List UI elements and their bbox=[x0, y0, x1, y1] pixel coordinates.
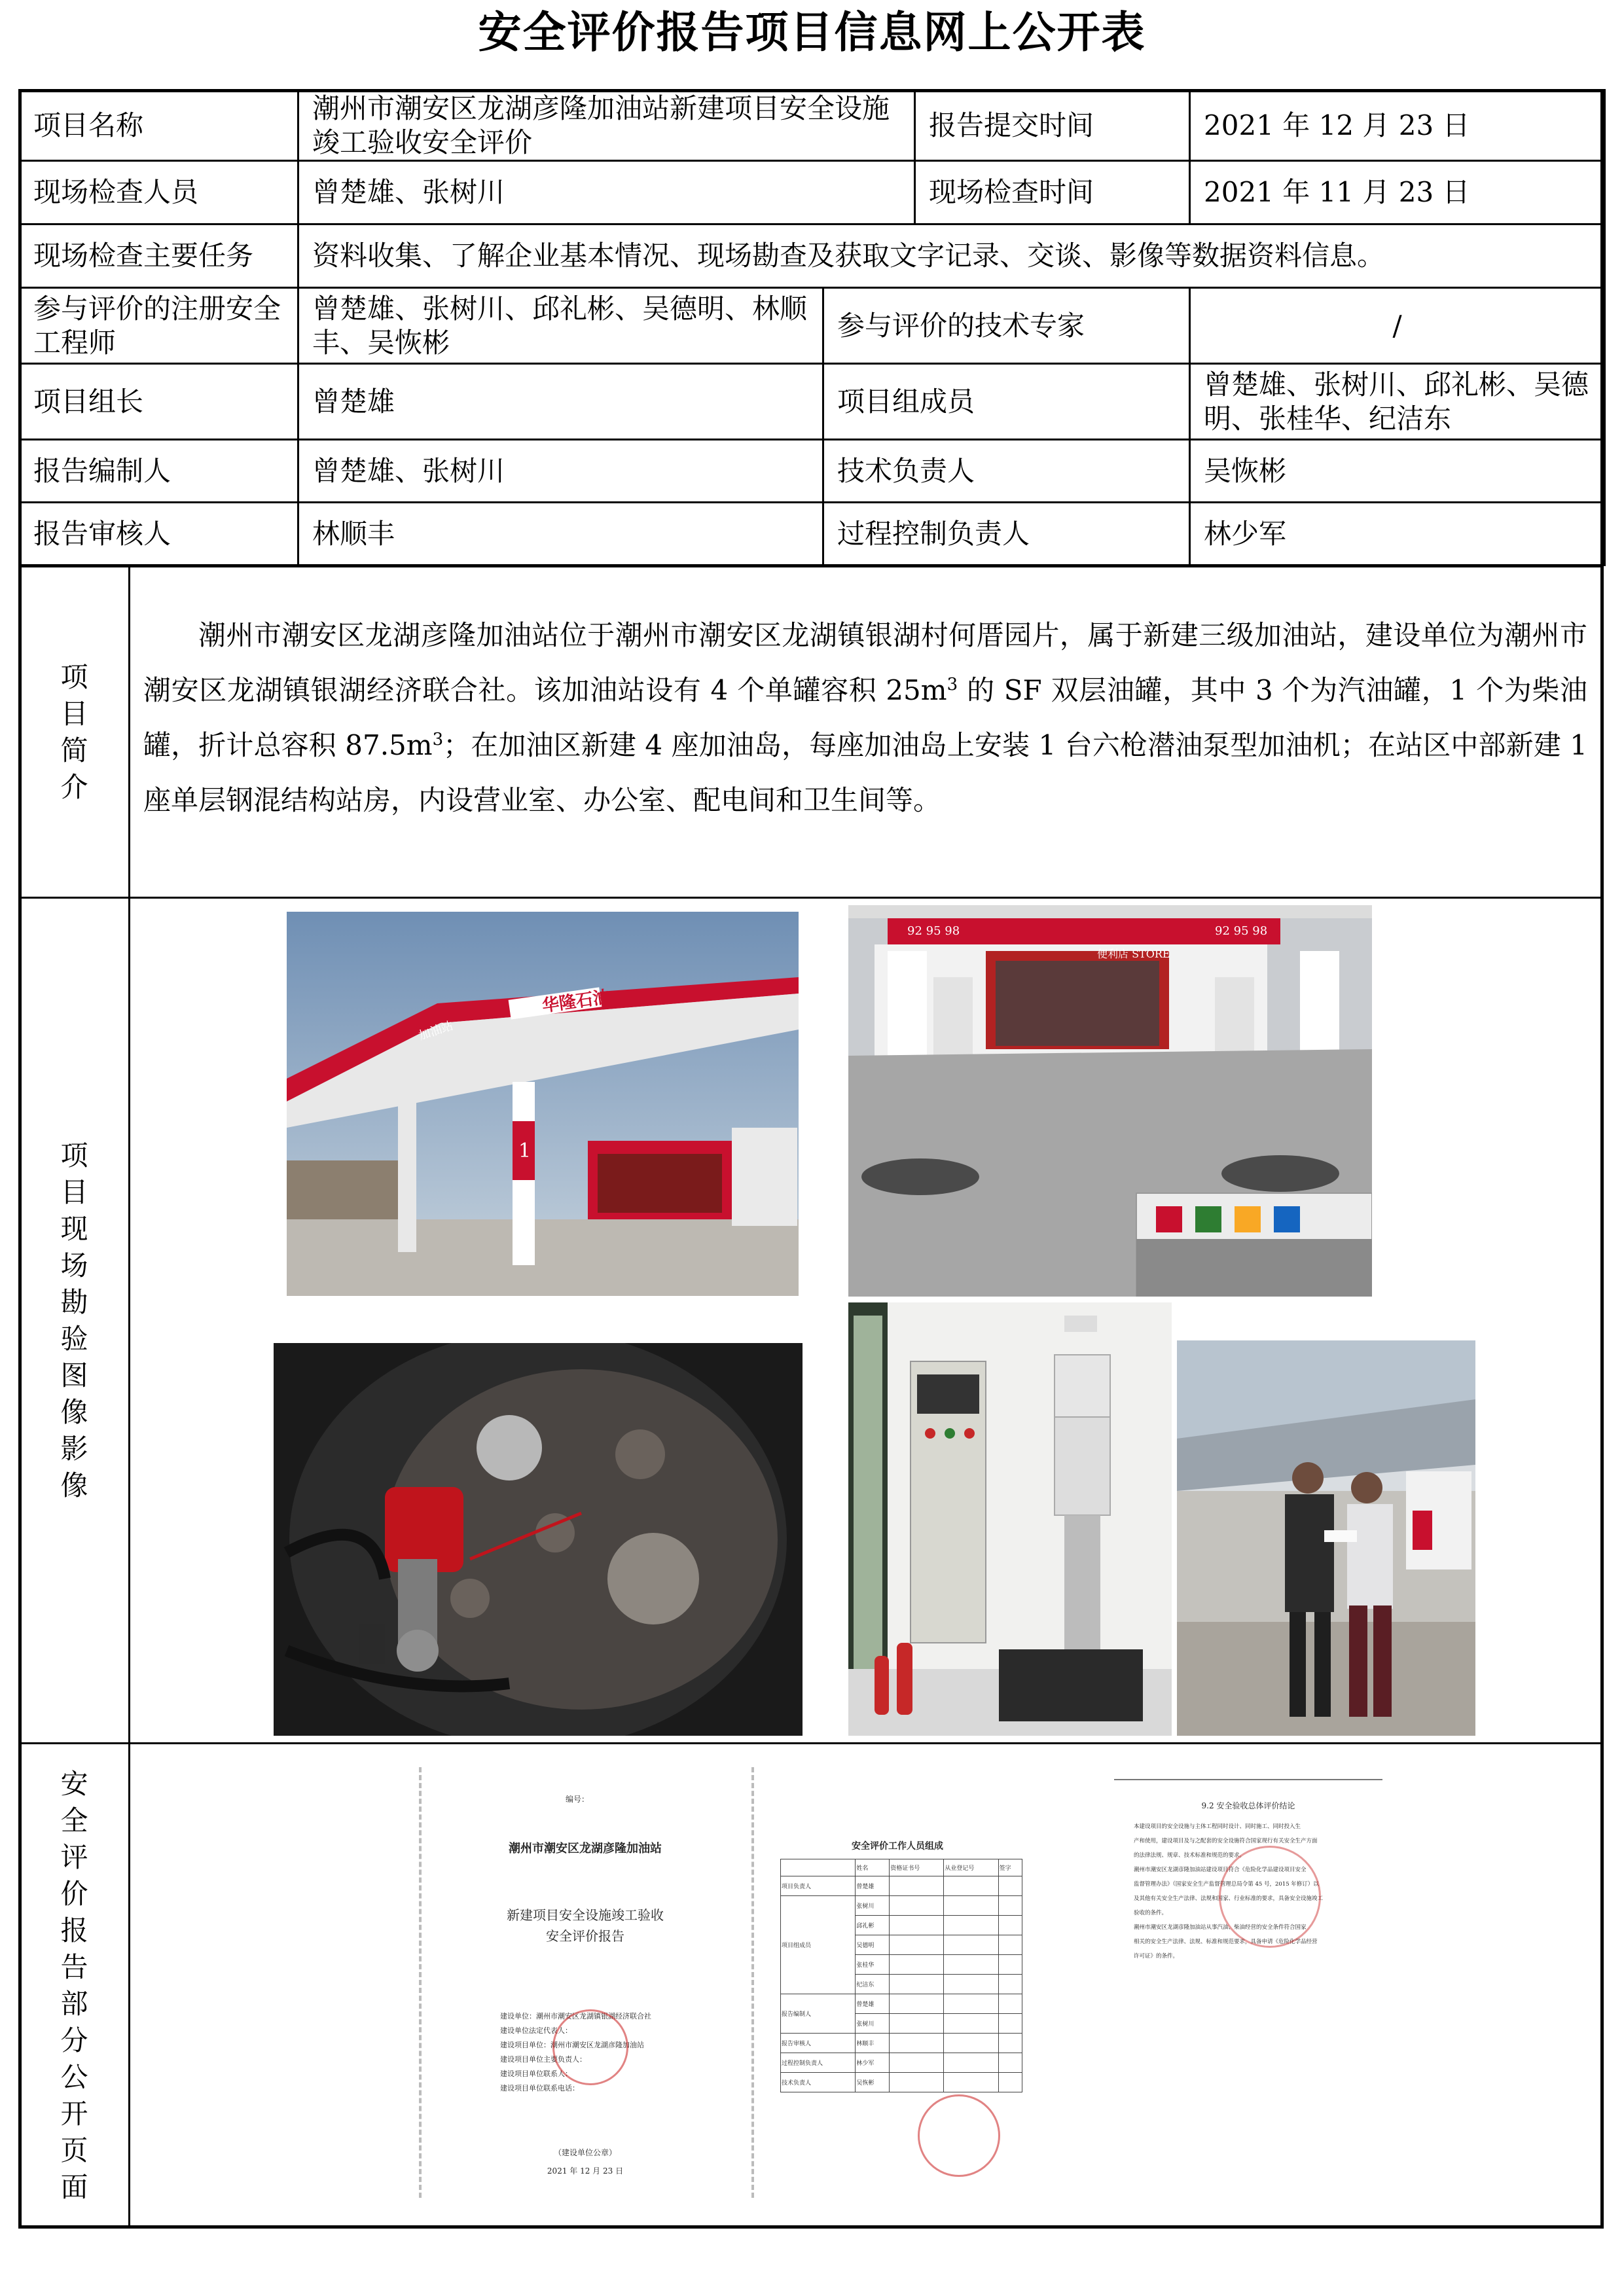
pump-number-text: 1 bbox=[518, 1139, 532, 1162]
experts-value: / bbox=[1190, 288, 1605, 364]
cover-title-line2: 安全评价报告 bbox=[546, 1928, 624, 1944]
conclusion-line: 本建设项目的安全设施与主体工程同时设计、同时施工、同时投入生 bbox=[1134, 1823, 1301, 1830]
members-value: 曾楚雄、张树川、邱礼彬、吴德明、张桂华、纪洁东 bbox=[1190, 364, 1605, 440]
report-date-value: 2021 年 12 月 23 日 bbox=[1190, 90, 1605, 161]
intro-text-part3: ；在加油区新建 4 座加油岛，每座加油岛上安装 1 台六枪潜油泵型加油机；在站区中部新建 1 座单层钢混结构站房，内设营业室、办公室、配电间和卫生间等。 bbox=[143, 729, 1587, 816]
store-sign-text: 便利店 STORE bbox=[1097, 948, 1170, 960]
page-title: 安全评价报告项目信息网上公开表 bbox=[478, 7, 1146, 58]
compiler-label: 报告编制人 bbox=[20, 440, 298, 503]
cover-company: 潮州市潮安区龙湖彦隆加油站 bbox=[509, 1842, 662, 1856]
conclusion-line: 及其他有关安全生产法律、法规和国家、行业标准的要求，具备安全设施竣工 bbox=[1134, 1895, 1324, 1902]
inspectors-label: 现场检查人员 bbox=[20, 161, 298, 224]
conclusion-seal-stamp bbox=[1219, 1846, 1321, 1948]
staff-table bbox=[780, 1859, 1022, 2092]
staff-role: 报告编制人 bbox=[781, 1994, 856, 2034]
conclusion-line: 潮州市潮安区龙湖彦隆加油站建设项目符合《危险化学品建设项目安全 bbox=[1134, 1867, 1307, 1873]
electrical-room-photo bbox=[848, 1302, 1172, 1736]
engineers-value: 曾楚雄、张树川、邱礼彬、吴德明、林顺丰、吴恢彬 bbox=[298, 288, 823, 364]
cover-seal-stamp bbox=[552, 2009, 628, 2085]
staff-header: 从业登记号 bbox=[944, 1859, 998, 1876]
cover-line: 建设项目单位主要负责人： bbox=[500, 2055, 586, 2064]
reviewer-value: 林顺丰 bbox=[298, 503, 823, 565]
project-name-label: 项目名称 bbox=[20, 90, 298, 161]
members-label: 项目组成员 bbox=[823, 364, 1190, 440]
photos-label: 项目现场勘验图像影像 bbox=[60, 1139, 88, 1501]
inspectors-value: 曾楚雄、张树川 bbox=[298, 161, 915, 224]
staff-role: 过程控制负责人 bbox=[781, 2053, 856, 2073]
project-name-value: 潮州市潮安区龙湖彦隆加油站新建项目安全设施竣工验收安全评价 bbox=[298, 90, 915, 161]
cover-seal-text: （建设单位公章） bbox=[553, 2148, 617, 2157]
cover-date: 2021 年 12 月 23 日 bbox=[547, 2166, 624, 2176]
intro-label: 项目简介 bbox=[60, 660, 88, 803]
inspect-time-label: 现场检查时间 bbox=[915, 161, 1190, 224]
conclusion-line: 监督管理办法》（国家安全生产监督管理总局令第 45 号，2015 年修订）以 bbox=[1134, 1881, 1319, 1888]
reviewer-label: 报告审核人 bbox=[20, 503, 298, 565]
staff-seal-stamp bbox=[918, 2094, 1000, 2177]
staff-header: 资格证书号 bbox=[890, 1859, 944, 1876]
staff-title: 安全评价工作人员组成 bbox=[852, 1841, 943, 1852]
conclusion-title: 9.2 安全验收总体评价结论 bbox=[1201, 1801, 1295, 1810]
canopy-sign-text: 加油站 bbox=[417, 1018, 455, 1043]
inspectors-photo bbox=[1177, 1340, 1475, 1736]
cover-line: 建设项目单位联系电话： bbox=[500, 2084, 579, 2092]
tech-label: 技术负责人 bbox=[823, 440, 1190, 503]
conclusion-header-rule bbox=[1114, 1779, 1382, 1780]
cover-line: 建设项目单位联系人： bbox=[500, 2070, 572, 2078]
intro-sup2: 3 bbox=[432, 730, 444, 749]
staff-header: 姓名 bbox=[856, 1859, 890, 1876]
process-label: 过程控制负责人 bbox=[823, 503, 1190, 565]
conclusion-line: 验收的条件。 bbox=[1134, 1910, 1168, 1916]
staff-name: 曾楚雄 bbox=[856, 1994, 890, 2014]
report-label-cell bbox=[20, 1744, 130, 2227]
experts-label: 参与评价的技术专家 bbox=[823, 288, 1190, 364]
report-date-label: 报告提交时间 bbox=[915, 90, 1190, 161]
report-conclusion-page bbox=[1108, 1767, 1389, 2198]
report-staff-page bbox=[751, 1767, 1041, 2198]
engineers-label: 参与评价的注册安全工程师 bbox=[20, 288, 298, 364]
task-label: 现场检查主要任务 bbox=[20, 224, 298, 288]
staff-name: 林少军 bbox=[856, 2053, 890, 2073]
staff-role: 项目组成员 bbox=[781, 1896, 856, 1994]
staff-name: 曾楚雄 bbox=[856, 1876, 890, 1896]
inspect-time-value: 2021 年 11 月 23 日 bbox=[1190, 161, 1605, 224]
staff-header: 签字 bbox=[998, 1859, 1022, 1876]
staff-name: 纪洁东 bbox=[856, 1975, 890, 1994]
intro-text-part2: 的 SF 双层油罐，其中 3 个为汽油罐，1 个为柴油罐，折计总容积 87.5m bbox=[143, 674, 1588, 761]
leader-value: 曾楚雄 bbox=[298, 364, 823, 440]
cover-number: 编号： bbox=[566, 1795, 590, 1804]
report-cover-page bbox=[419, 1767, 749, 2198]
staff-role: 技术负责人 bbox=[781, 2073, 856, 2092]
intro-label-cell bbox=[20, 567, 130, 897]
canopy-photo bbox=[287, 912, 799, 1296]
store-front-photo bbox=[848, 905, 1372, 1297]
staff-name: 吴德明 bbox=[856, 1935, 890, 1955]
report-label: 安全评价报告部分公开页面 bbox=[60, 1767, 88, 2203]
conclusion-line: 潮州市潮安区龙湖彦隆加油站从事汽油、柴油经营的安全条件符合国家 bbox=[1134, 1924, 1307, 1931]
task-value: 资料收集、了解企业基本情况、现场勘查及获取文字记录、交谈、影像等数据资料信息。 bbox=[298, 224, 1605, 288]
intro-text bbox=[143, 608, 1587, 828]
staff-role: 项目负责人 bbox=[781, 1876, 856, 1896]
intro-sup1: 3 bbox=[947, 675, 958, 694]
leader-label: 项目组长 bbox=[20, 364, 298, 440]
cover-line: 建设单位法定代表人： bbox=[500, 2026, 572, 2035]
cover-title-line1: 新建项目安全设施竣工验收 bbox=[507, 1907, 664, 1923]
staff-name: 张树川 bbox=[856, 1896, 890, 1916]
staff-role: 报告审核人 bbox=[781, 2034, 856, 2053]
intro-section bbox=[18, 565, 1604, 899]
info-table bbox=[18, 89, 1606, 566]
process-value: 林少军 bbox=[1190, 503, 1605, 565]
cover-line: 建设单位：潮州市潮安区龙湖镇银湖经济联合社 bbox=[500, 2012, 651, 2020]
tech-value: 吴恢彬 bbox=[1190, 440, 1605, 503]
tank-manhole-photo bbox=[274, 1343, 803, 1736]
staff-header bbox=[781, 1859, 856, 1876]
cover-line: 建设项目单位：潮州市潮安区龙湖彦隆加油站 bbox=[500, 2041, 644, 2049]
photos-label-cell bbox=[20, 899, 130, 1742]
grades-left-text: 92 95 98 bbox=[907, 924, 960, 938]
canopy-brand-text: 华隆石油 bbox=[541, 987, 611, 1016]
intro-text-part1: 潮州市潮安区龙湖彦隆加油站位于潮州市潮安区龙湖镇银湖村何厝园片，属于新建三级加油站，建设单位为潮州市潮安区龙湖镇银湖经济联合社。该加油站设有 4 个单罐容积 25m bbox=[143, 619, 1587, 706]
conclusion-line: 的法律法规、规章、技术标准和规范的要求。 bbox=[1134, 1852, 1246, 1859]
conclusion-line: 相关的安全生产法律、法规、标准和规范要求，具备申请《危险化学品经营 bbox=[1134, 1939, 1318, 1945]
conclusion-line: 许可证》的条件。 bbox=[1134, 1953, 1179, 1960]
conclusion-line: 产和使用，建设项目及与之配套的安全设施符合国家现行有关安全生产方面 bbox=[1134, 1838, 1318, 1844]
staff-name: 吴恢彬 bbox=[856, 2073, 890, 2092]
compiler-value: 曾楚雄、张树川 bbox=[298, 440, 823, 503]
staff-name: 张树川 bbox=[856, 2014, 890, 2034]
staff-name: 张桂华 bbox=[856, 1955, 890, 1975]
staff-name: 邱礼彬 bbox=[856, 1916, 890, 1935]
grades-right-text: 92 95 98 bbox=[1215, 924, 1268, 938]
staff-name: 林顺丰 bbox=[856, 2034, 890, 2053]
